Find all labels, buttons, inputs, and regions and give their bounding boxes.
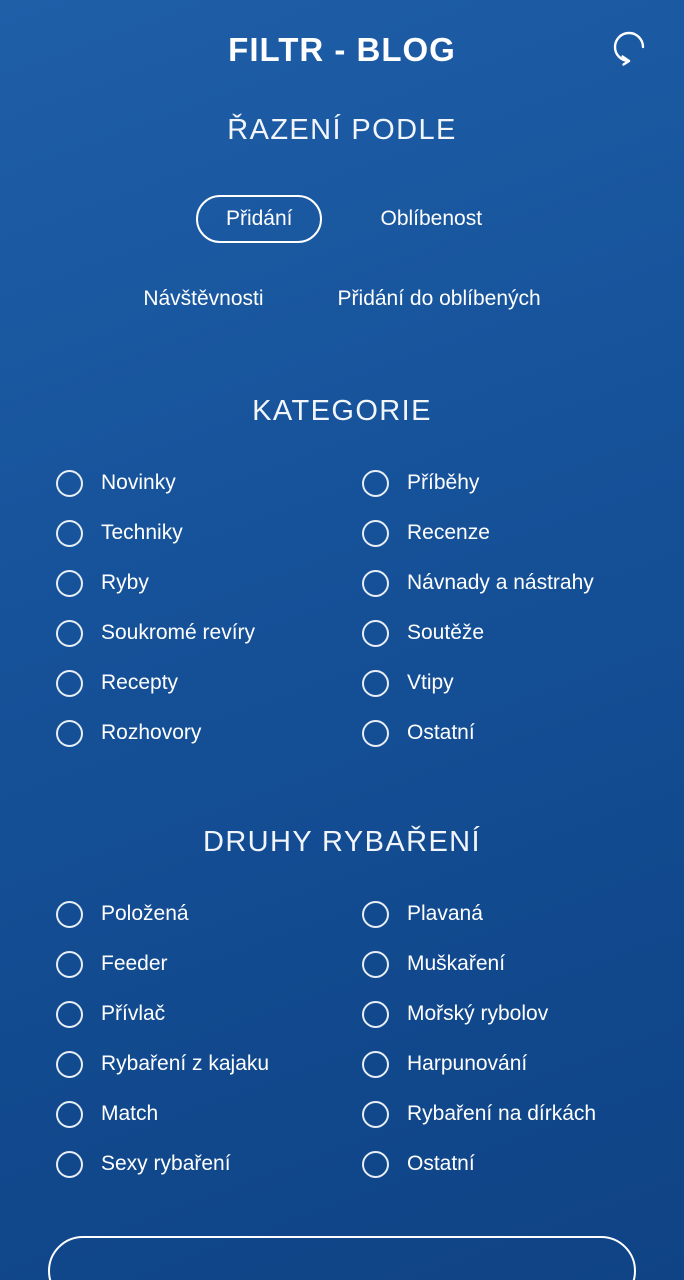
sort-option-navstevnosti[interactable]: Návštěvnosti	[143, 287, 264, 310]
category-option-ostatni[interactable]	[362, 708, 644, 758]
category-option-novinky[interactable]	[56, 458, 338, 508]
sort-option-pridani-do-oblibenych[interactable]: Přidání do oblíbených	[337, 287, 541, 310]
category-option-vtipy[interactable]	[362, 658, 644, 708]
categories-section-title: KATEGORIE	[252, 395, 432, 427]
radio-icon[interactable]	[56, 720, 83, 747]
page-title: FILTR - BLOG	[228, 31, 456, 68]
radio-icon[interactable]	[56, 951, 83, 978]
fishing-type-label: Přívlač	[101, 1002, 166, 1025]
fishing-type-option-sexy-rybareni[interactable]	[56, 1139, 338, 1189]
radio-icon[interactable]	[56, 1151, 83, 1178]
sort-section-title: ŘAZENÍ PODLE	[227, 114, 457, 146]
radio-icon[interactable]	[56, 570, 83, 597]
fishing-type-option-feeder[interactable]	[56, 939, 338, 989]
category-option-navnady-a-nastrahy[interactable]	[362, 558, 644, 608]
category-label: Vtipy	[407, 671, 454, 694]
category-label: Ryby	[101, 571, 149, 594]
fishing-type-label: Rybaření z kajaku	[101, 1052, 270, 1075]
sort-option-pridani[interactable]: Přidání	[196, 195, 323, 243]
category-option-soukrome-reviry[interactable]	[56, 608, 338, 658]
category-option-recenze[interactable]	[362, 508, 644, 558]
category-option-souteze[interactable]	[362, 608, 644, 658]
category-option-techniky[interactable]	[56, 508, 338, 558]
category-label: Soutěže	[407, 621, 485, 644]
fishing-types-grid	[0, 889, 684, 1189]
fishing-type-option-plavana[interactable]	[362, 889, 644, 939]
category-label: Návnady a nástrahy	[407, 571, 594, 594]
radio-icon[interactable]	[56, 670, 83, 697]
category-option-recepty[interactable]	[56, 658, 338, 708]
fishing-type-option-morsky-rybolov[interactable]	[362, 989, 644, 1039]
sort-row-primary	[0, 195, 684, 243]
radio-icon[interactable]	[56, 520, 83, 547]
category-label: Ostatní	[407, 721, 475, 744]
category-label: Techniky	[101, 521, 183, 544]
radio-icon[interactable]	[362, 620, 389, 647]
fishing-type-option-rybareni-z-kajaku[interactable]	[56, 1039, 338, 1089]
radio-icon[interactable]	[56, 1101, 83, 1128]
fishing-type-option-harpunovani[interactable]	[362, 1039, 644, 1089]
radio-icon[interactable]	[362, 1001, 389, 1028]
fishing-type-label: Sexy rybaření	[101, 1152, 231, 1175]
radio-icon[interactable]	[362, 901, 389, 928]
category-label: Recenze	[407, 521, 490, 544]
radio-icon[interactable]	[56, 470, 83, 497]
fishing-type-label: Plavaná	[407, 902, 483, 925]
fishing-type-option-muskareni[interactable]	[362, 939, 644, 989]
category-option-ryby[interactable]	[56, 558, 338, 608]
radio-icon[interactable]	[362, 1051, 389, 1078]
category-label: Novinky	[101, 471, 176, 494]
fishing-type-label: Harpunování	[407, 1052, 528, 1075]
radio-icon[interactable]	[362, 951, 389, 978]
radio-icon[interactable]	[362, 670, 389, 697]
fishing-type-label: Ostatní	[407, 1152, 475, 1175]
radio-icon[interactable]	[362, 570, 389, 597]
radio-icon[interactable]	[56, 901, 83, 928]
radio-icon[interactable]	[362, 1151, 389, 1178]
category-option-rozhovory[interactable]	[56, 708, 338, 758]
fishing-type-option-ostatni[interactable]	[362, 1139, 644, 1189]
fishing-type-label: Položená	[101, 902, 189, 925]
radio-icon[interactable]	[362, 1101, 389, 1128]
sort-option-oblibenost[interactable]: Oblíbenost	[380, 207, 483, 230]
fishing-type-label: Rybaření na dírkách	[407, 1102, 597, 1125]
fishing-type-option-match[interactable]	[56, 1089, 338, 1139]
category-label: Příběhy	[407, 471, 480, 494]
fishing-type-label: Muškaření	[407, 952, 506, 975]
categories-grid	[0, 458, 684, 758]
category-label: Rozhovory	[101, 721, 202, 744]
fishing-type-option-privlac[interactable]	[56, 989, 338, 1039]
category-label: Soukromé revíry	[101, 621, 256, 644]
radio-icon[interactable]	[362, 720, 389, 747]
radio-icon[interactable]	[362, 520, 389, 547]
radio-icon[interactable]	[56, 620, 83, 647]
fishing-type-label: Match	[101, 1102, 159, 1125]
category-option-pribehy[interactable]	[362, 458, 644, 508]
radio-icon[interactable]	[56, 1051, 83, 1078]
apply-filter-button[interactable]	[48, 1236, 636, 1280]
radio-icon[interactable]	[56, 1001, 83, 1028]
fishing-type-label: Mořský rybolov	[407, 1002, 549, 1025]
fishing-types-section-title: DRUHY RYBAŘENÍ	[203, 826, 481, 858]
radio-icon[interactable]	[362, 470, 389, 497]
sort-row-secondary	[0, 277, 684, 321]
header	[0, 0, 684, 100]
fishing-type-option-polozena[interactable]	[56, 889, 338, 939]
refresh-icon[interactable]	[604, 22, 654, 72]
fishing-type-option-rybareni-na-dirkach[interactable]	[362, 1089, 644, 1139]
fishing-type-label: Feeder	[101, 952, 168, 975]
category-label: Recepty	[101, 671, 179, 694]
